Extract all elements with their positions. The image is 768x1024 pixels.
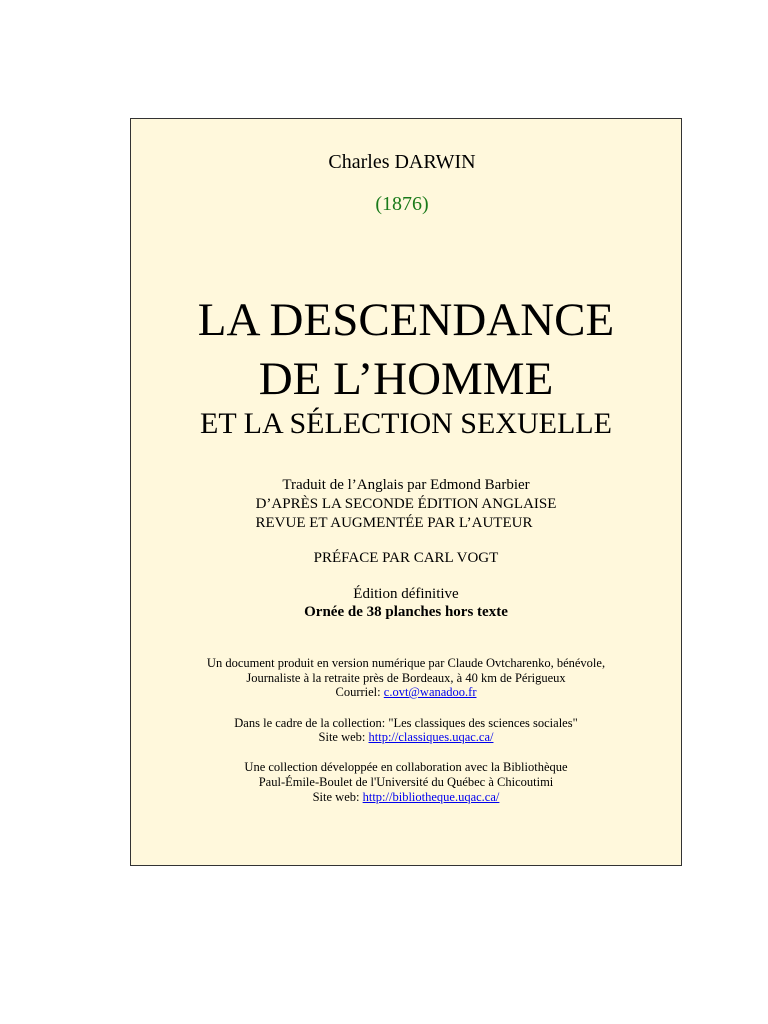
email-label: Courriel: bbox=[335, 685, 384, 699]
email-link[interactable]: c.ovt@wanadoo.fr bbox=[383, 685, 477, 699]
library-line-2: Paul-Émile-Boulet de l'Université du Québec à Chicoutimi bbox=[258, 775, 554, 789]
edition-label: Édition définitive bbox=[353, 586, 459, 602]
book-title-line-2: DE L’HOMME bbox=[258, 353, 554, 405]
producer-line: Un document produit en version numérique par Claude Ovtcharenko, bénévole, bbox=[206, 656, 606, 670]
classiques-site-link[interactable]: http://classiques.uqac.ca/ bbox=[368, 730, 494, 744]
site-line-2 bbox=[131, 791, 681, 804]
edition-note-2: REVUE ET AUGMENTÉE PAR L’AUTEUR bbox=[255, 515, 533, 531]
preface-credit: PRÉFACE PAR CARL VOGT bbox=[313, 550, 499, 566]
translator-credit: Traduit de l’Anglais par Edmond Barbier bbox=[282, 477, 530, 493]
library-line-1: Une collection développée en collaboration avec la Bibliothèque bbox=[244, 760, 568, 774]
author-name: Charles DARWIN bbox=[328, 151, 476, 173]
publication-year: (1876) bbox=[375, 193, 429, 215]
site-line-1 bbox=[131, 731, 681, 744]
book-subtitle: ET LA SÉLECTION SEXUELLE bbox=[200, 407, 612, 440]
producer-bio: Journaliste à la retraite près de Bordeaux, à 40 km de Périgueux bbox=[246, 671, 566, 685]
edition-note-1: D’APRÈS LA SECONDE ÉDITION ANGLAISE bbox=[255, 496, 557, 512]
site-label-2: Site web: bbox=[312, 790, 363, 804]
title-page-frame bbox=[130, 118, 682, 866]
book-title-line-1: LA DESCENDANCE bbox=[197, 294, 615, 346]
site-label-1: Site web: bbox=[318, 730, 369, 744]
email-line bbox=[131, 686, 681, 699]
plates-note: Ornée de 38 planches hors texte bbox=[304, 604, 508, 620]
bibliotheque-site-link[interactable]: http://bibliotheque.uqac.ca/ bbox=[362, 790, 500, 804]
collection-line: Dans le cadre de la collection: "Les classiques des sciences sociales" bbox=[234, 716, 578, 730]
